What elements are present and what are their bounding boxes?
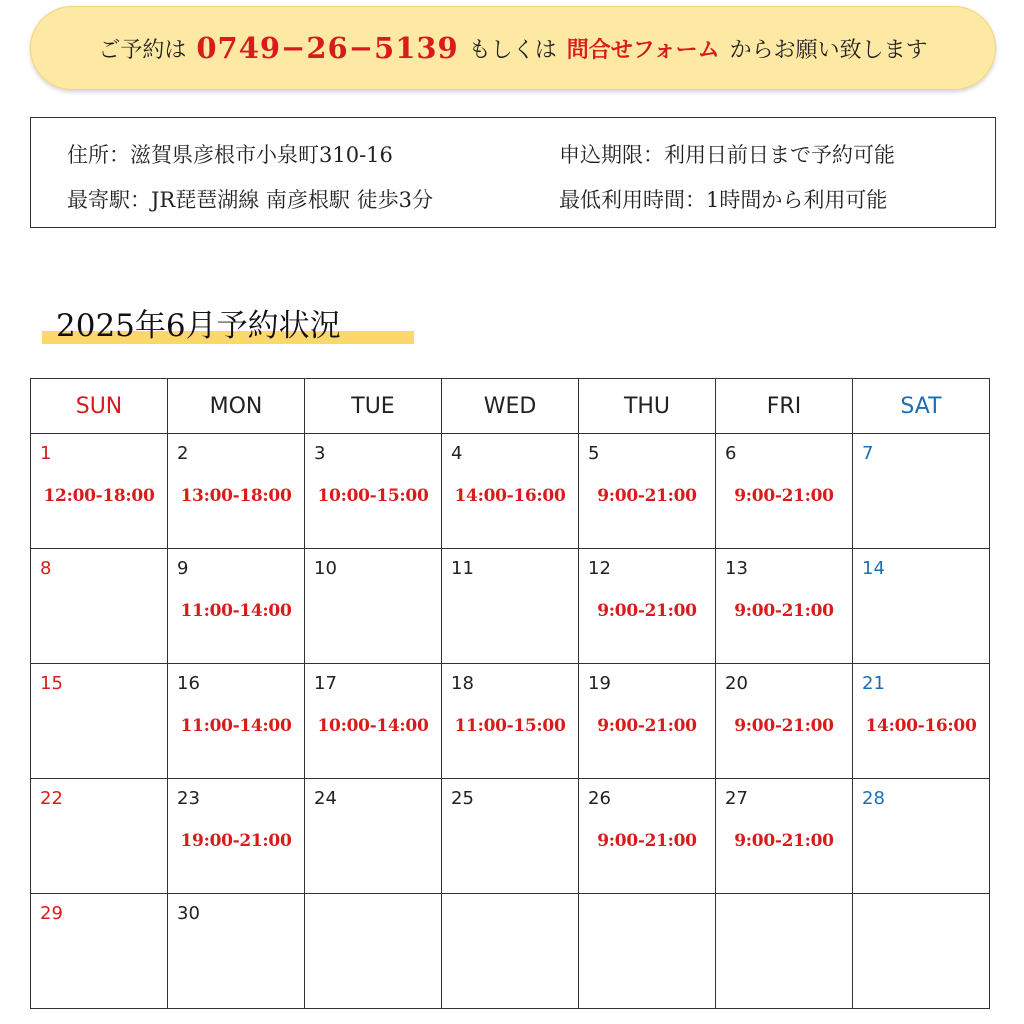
available-time-slot: 13:00-18:00 (180, 486, 292, 506)
day-number: 7 (862, 443, 874, 464)
minimum-time-text: 最低利用時間：1時間から利用可能 (559, 188, 888, 212)
weekday-header: FRI (716, 379, 853, 434)
day-number: 6 (725, 443, 737, 464)
available-time-slot: 9:00-21:00 (597, 831, 697, 851)
available-time-slot: 19:00-21:00 (180, 831, 292, 851)
calendar-day-cell[interactable] (168, 549, 305, 664)
calendar-day-cell[interactable] (853, 664, 990, 779)
available-time-slot: 11:00-14:00 (180, 716, 292, 736)
calendar-day-cell[interactable] (168, 894, 305, 1009)
weekday-header: MON (168, 379, 305, 434)
available-time-slot: 9:00-21:00 (597, 486, 697, 506)
day-number: 1 (40, 443, 52, 464)
day-number: 19 (588, 673, 611, 694)
calendar-day-cell[interactable] (716, 434, 853, 549)
banner-suffix: からお願い致します (729, 37, 928, 63)
day-number: 15 (40, 673, 63, 694)
calendar-day-cell[interactable] (442, 664, 579, 779)
day-number: 16 (177, 673, 200, 694)
day-number: 28 (862, 788, 885, 809)
day-number: 4 (451, 443, 463, 464)
calendar-week-row (31, 664, 990, 779)
day-number: 21 (862, 673, 885, 694)
reservation-calendar (30, 378, 990, 1009)
day-number: 20 (725, 673, 748, 694)
weekday-header: THU (579, 379, 716, 434)
calendar-day-cell (579, 894, 716, 1009)
nearest-station-text: 最寄駅：JR琵琶湖線 南彦根駅 徒歩3分 (67, 188, 433, 212)
day-number: 9 (177, 558, 189, 579)
available-time-slot: 12:00-18:00 (43, 486, 155, 506)
day-number: 23 (177, 788, 200, 809)
available-time-slot: 11:00-14:00 (180, 601, 292, 621)
weekday-header: TUE (305, 379, 442, 434)
calendar-day-cell[interactable] (853, 779, 990, 894)
calendar-day-cell (716, 894, 853, 1009)
calendar-day-cell[interactable] (168, 779, 305, 894)
calendar-day-cell[interactable] (168, 434, 305, 549)
calendar-day-cell[interactable] (716, 664, 853, 779)
available-time-slot: 9:00-21:00 (734, 831, 834, 851)
day-number: 29 (40, 903, 63, 924)
calendar-week-row (31, 434, 990, 549)
day-number: 22 (40, 788, 63, 809)
day-number: 2 (177, 443, 189, 464)
calendar-day-cell[interactable] (853, 434, 990, 549)
day-number: 25 (451, 788, 474, 809)
available-time-slot: 10:00-14:00 (317, 716, 429, 736)
available-time-slot: 14:00-16:00 (865, 716, 977, 736)
day-number: 30 (177, 903, 200, 924)
phone-number-link[interactable]: 0749−26−5139 (196, 31, 459, 65)
day-number: 26 (588, 788, 611, 809)
day-number: 18 (451, 673, 474, 694)
page-title: 2025年6月予約状況 (56, 308, 341, 344)
banner-prefix: ご予約は (98, 37, 187, 63)
calendar-day-cell[interactable] (442, 779, 579, 894)
contact-form-link[interactable]: 問合せフォーム (566, 37, 720, 63)
deadline-text: 申込期限：利用日前日まで予約可能 (559, 143, 895, 167)
calendar-day-cell[interactable] (305, 664, 442, 779)
calendar-day-cell[interactable] (579, 434, 716, 549)
calendar-day-cell[interactable] (579, 664, 716, 779)
available-time-slot: 10:00-15:00 (317, 486, 429, 506)
day-number: 27 (725, 788, 748, 809)
calendar-week-row (31, 549, 990, 664)
address-text: 住所：滋賀県彦根市小泉町310-16 (67, 143, 393, 167)
day-number: 17 (314, 673, 337, 694)
available-time-slot: 9:00-21:00 (597, 716, 697, 736)
day-number: 11 (451, 558, 474, 579)
day-number: 24 (314, 788, 337, 809)
calendar-day-cell (305, 894, 442, 1009)
facility-info-box (30, 117, 996, 228)
calendar-day-cell[interactable] (579, 549, 716, 664)
calendar-day-cell[interactable] (31, 434, 168, 549)
reservation-banner (30, 6, 996, 90)
calendar-day-cell[interactable] (579, 779, 716, 894)
available-time-slot: 9:00-21:00 (597, 601, 697, 621)
calendar-day-cell (442, 894, 579, 1009)
calendar-week-row (31, 894, 990, 1009)
calendar-day-cell[interactable] (716, 549, 853, 664)
weekday-header-row (31, 379, 990, 434)
available-time-slot: 9:00-21:00 (734, 716, 834, 736)
calendar-heading (38, 300, 418, 350)
calendar-day-cell[interactable] (31, 894, 168, 1009)
available-time-slot: 9:00-21:00 (734, 601, 834, 621)
calendar-day-cell[interactable] (305, 434, 442, 549)
day-number: 5 (588, 443, 600, 464)
calendar-day-cell[interactable] (305, 779, 442, 894)
calendar-day-cell[interactable] (31, 779, 168, 894)
day-number: 3 (314, 443, 326, 464)
available-time-slot: 14:00-16:00 (454, 486, 566, 506)
weekday-header: SUN (31, 379, 168, 434)
weekday-header: WED (442, 379, 579, 434)
calendar-week-row (31, 779, 990, 894)
weekday-header: SAT (853, 379, 990, 434)
day-number: 13 (725, 558, 748, 579)
calendar-day-cell[interactable] (168, 664, 305, 779)
calendar-day-cell[interactable] (716, 779, 853, 894)
calendar-day-cell[interactable] (305, 549, 442, 664)
calendar-day-cell[interactable] (442, 549, 579, 664)
day-number: 12 (588, 558, 611, 579)
day-number: 10 (314, 558, 337, 579)
day-number: 8 (40, 558, 52, 579)
calendar-day-cell[interactable] (31, 549, 168, 664)
calendar-day-cell[interactable] (853, 549, 990, 664)
calendar-day-cell[interactable] (31, 664, 168, 779)
calendar-day-cell[interactable] (442, 434, 579, 549)
banner-middle: もしくは (468, 37, 557, 63)
day-number: 14 (862, 558, 885, 579)
calendar-day-cell (853, 894, 990, 1009)
available-time-slot: 11:00-15:00 (454, 716, 566, 736)
available-time-slot: 9:00-21:00 (734, 486, 834, 506)
